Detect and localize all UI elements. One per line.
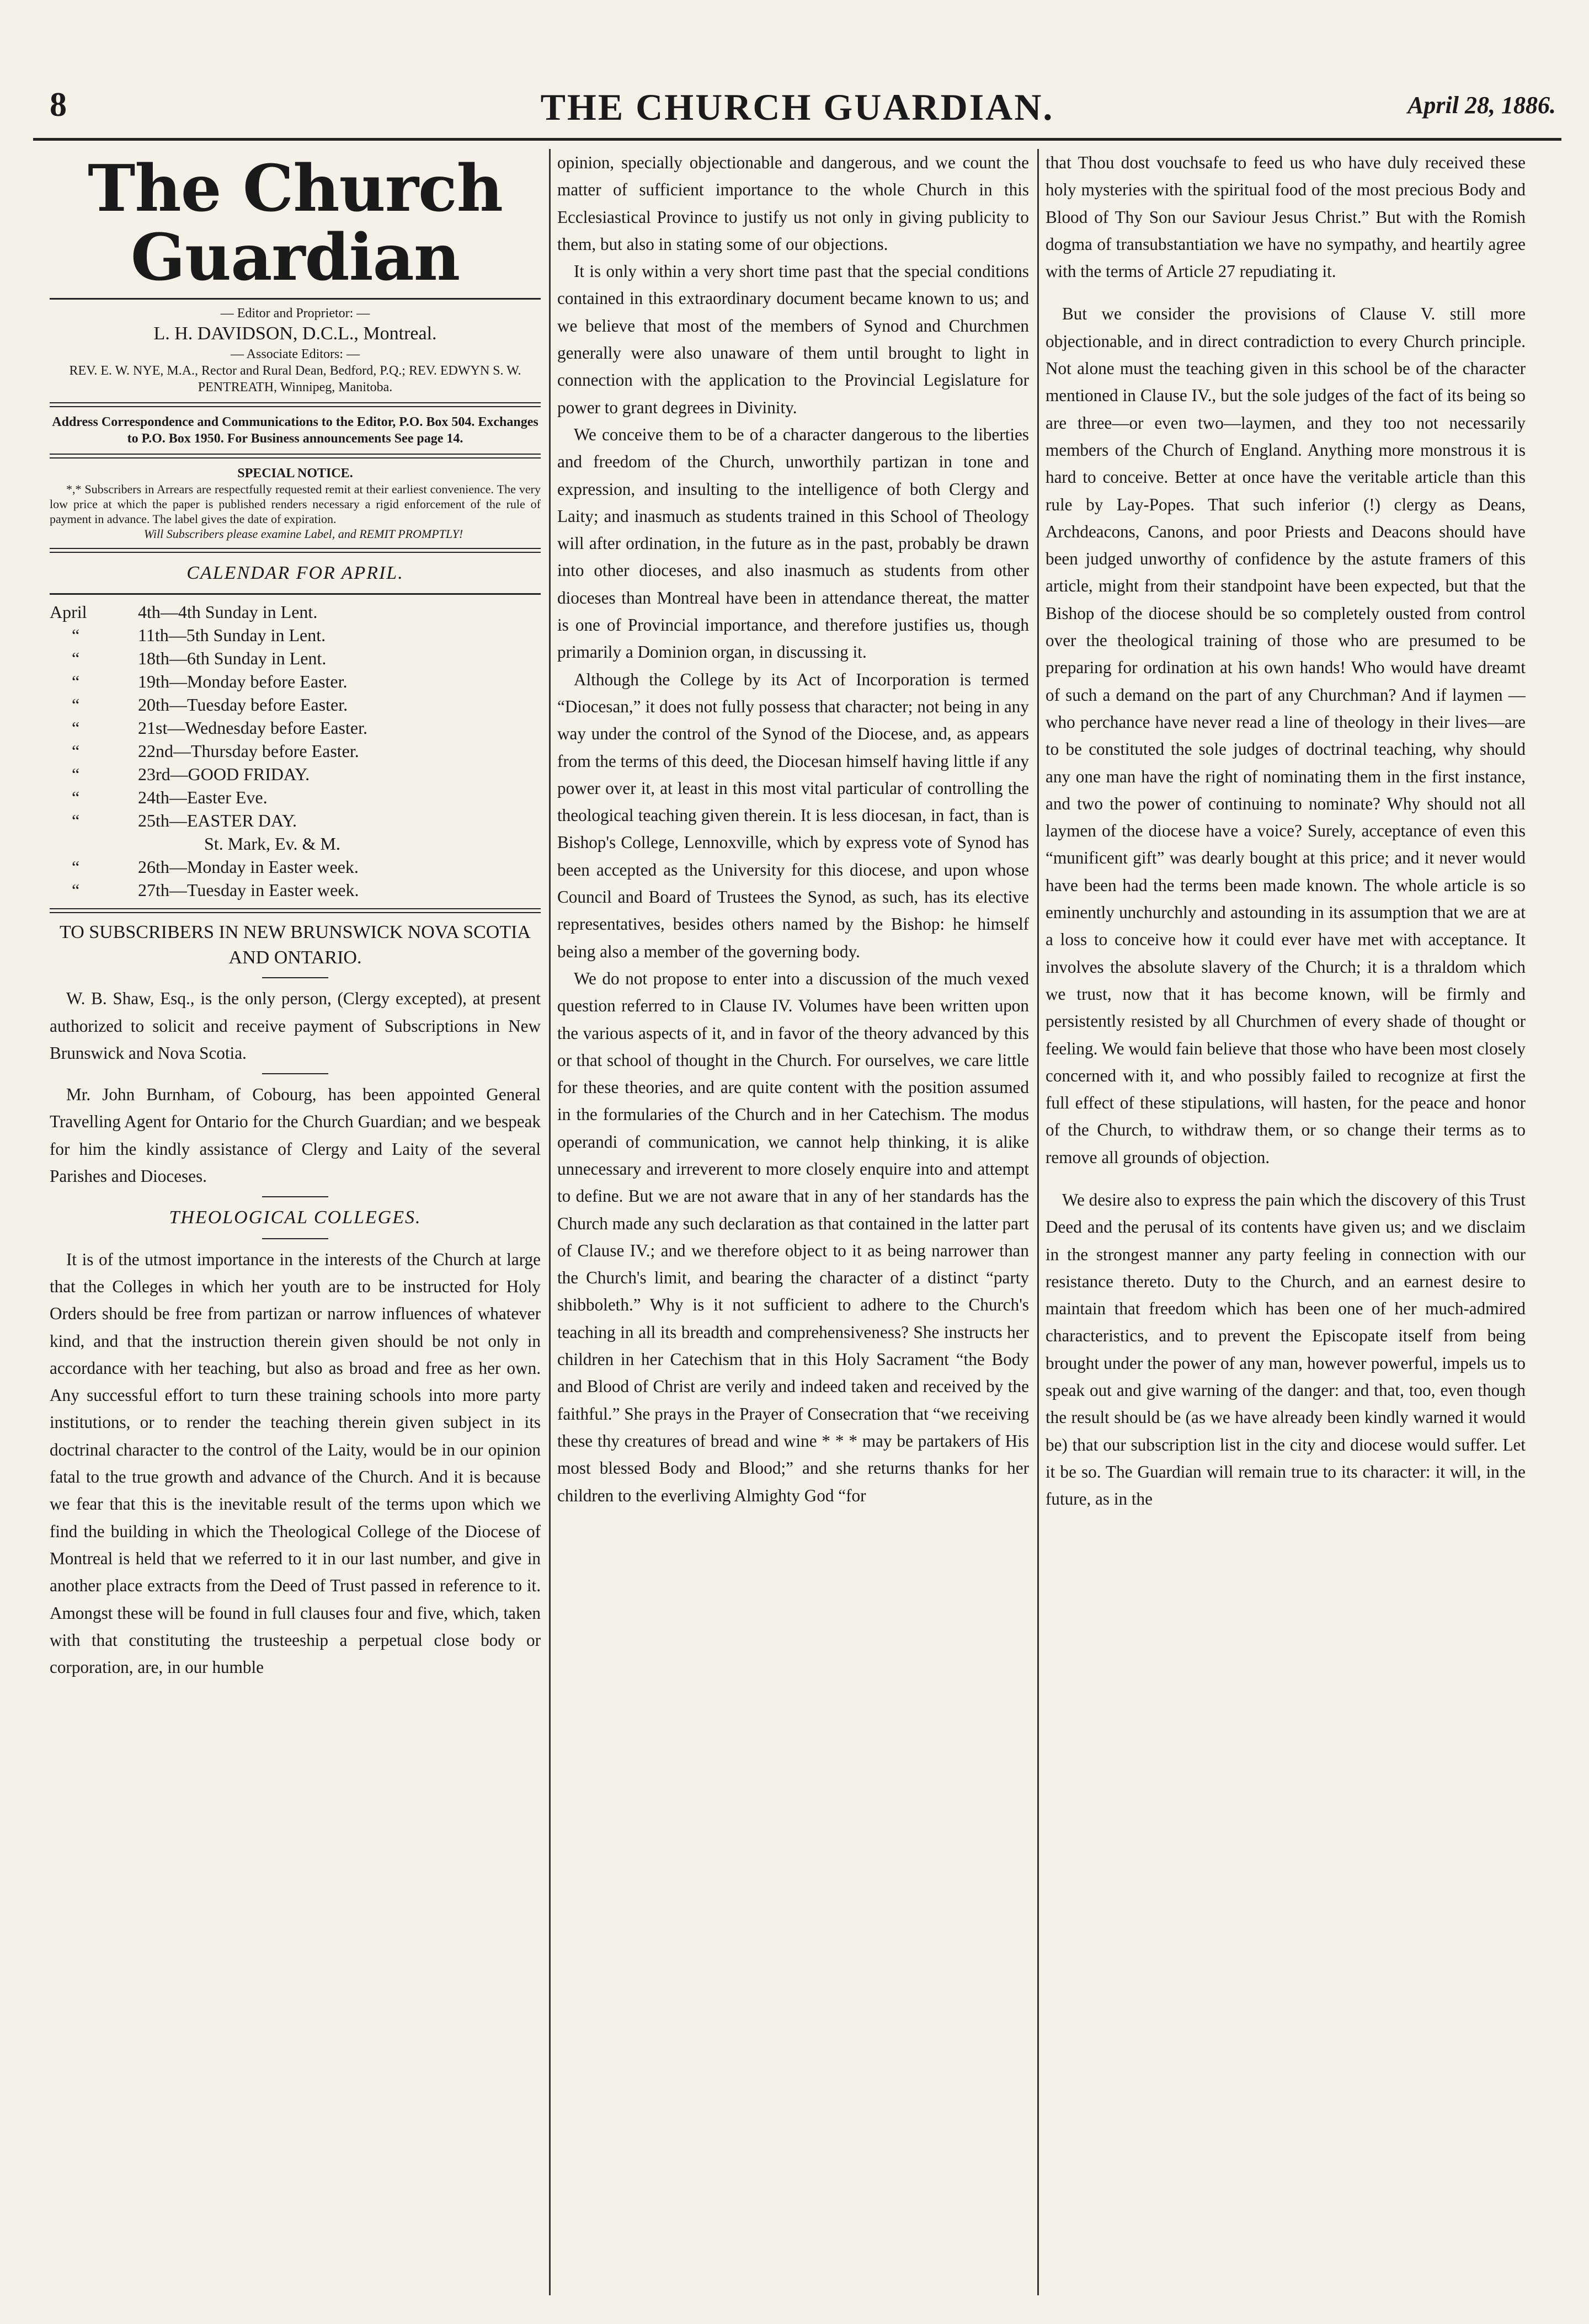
special-notice-note: Will Subscribers please examine Label, and REMIT PROMPTLY! [143, 527, 463, 541]
calendar-heading: CALENDAR FOR APRIL. [186, 563, 404, 583]
double-divider [50, 402, 541, 407]
subscribers-paragraph: Mr. John Burnham, of Cobourg, has been appointed General Travelling Agent for Ontario for the Church Guardian; and we bespeak for him the kindly assistance of Clergy and Laity of the several Parishes and Dioceses. [50, 1085, 541, 1186]
calendar-entry: “ 19th—Monday before Easter. [72, 671, 348, 692]
subscribers-heading: TO SUBSCRIBERS IN NEW BRUNSWICK NOVA SCOTIA AND ONTARIO. [60, 922, 531, 968]
short-rule [262, 1073, 328, 1074]
associate-label: — Associate Editors: — [231, 347, 360, 361]
double-divider [50, 454, 541, 459]
calendar-entry: “ 24th—Easter Eve. [72, 787, 268, 808]
article-paragraph: opinion, specially objectionable and dangerous, and we count the matter of sufficient importance to the whole Church in this Ecclesiastical Province to justify us not only in giving publicity to them, but also in stating some of our objections. [557, 153, 1029, 254]
article-heading: THEOLOGICAL COLLEGES. [169, 1207, 422, 1228]
calendar-entry: “ 21st—Wednesday before Easter. [72, 718, 367, 738]
newspaper-title: The Church Guardian [88, 151, 503, 295]
special-notice-body: *,* Subscribers in Arrears are respectfully requested remit at their earliest convenience. The very low price at which the paper is published renders necessary a rigid enforcement of the rule of payment in advance. The label gives the date of expiration. [50, 482, 541, 526]
article-paragraph: that Thou dost vouchsafe to feed us who have duly received these holy mysteries with the spiritual food of the most precious Body and Blood of Thy Son our Saviour Jesus Christ.” But with the Romish dogma of transubstantiation we have no sympathy, and heartily agree with the terms of Article 27 repudiating it. [1046, 153, 1526, 281]
article-paragraph: We desire also to express the pain which the discovery of this Trust Deed and the perusal of its contents have given us; and we disclaim in the strongest manner any party feeling in connection with our resistance thereto. Duty to the Church, and an earnest desire to maintain that freedom which has been one of her much-admired characteristics, and to prevent the Episcopate itself from being brought under the power of any man, however powerful, impels us to speak out and give warning of the danger: and that, too, even though the result should be (as we have already been kindly warned it would be) that our subscription list in the city and diocese would suffer. Let it be so. The Guardian will remain true to its character: it will, in the future, as in the [1046, 1190, 1526, 1509]
calendar-entry: “ 22nd—Thursday before Easter. [72, 741, 359, 761]
article-paragraph: We conceive them to be of a character dangerous to the liberties and freedom of the Church, unworthily partizan in tone and expression, and insulting to the intelligence of both Clergy and Laity; and inasmuch as students trained in this School of Theology will after ordination, in the future as in the past, probably be drawn into other dioceses, and also inasmuch as students from other dioceses than Montreal have been in attendance thereat, the matter is one of Provincial importance, and therefore justifies us, though primarily a Dominion organ, in discussing it. [557, 424, 1029, 662]
editor-label: — Editor and Proprietor: — [220, 306, 370, 321]
short-rule [262, 977, 328, 978]
subscribers-paragraph: W. B. Shaw, Esq., is the only person, (Clergy excepted), at present authorized to solicit and receive payment of Subscriptions in New Brunswick and Nova Scotia. [50, 989, 541, 1063]
calendar-entry: “ 25th—EASTER DAY. [72, 811, 297, 831]
article-paragraph: But we consider the provisions of Clause V. still more objectionable, and in direct contradiction to every Church principle. Not alone must the teaching given in this school be of the character mentioned in Clause IV., but the sole judges of the fact of its being so are three—or even two—laymen, and they too not necessarily members of the Church of England. Anything more monstrous it is hard to conceive. Better at once have the veritable article than this rule by Lay-Popes. That such inferior (!) clergy as Deans, Archdeacons, Canons, and poor Priests and Deacons should have been judged unworthy of confidence by the astute framers of this article, might from their standpoint have been expected, but that the Bishop of the diocese should be so completely ousted from control over the theological training of those who are presumed to be preparing for ordination at his own hands! Who would have dreamt of such a demand on the part of any Churchman? And if laymen —who perchance have never read a line of theology in their lives—are to be constituted the sole judges of doctrinal teaching, why should any one man have the right of nominating them in the first instance, and two the power of continuing to nominate? Why should not all laymen of the diocese have a voice? Surely, acceptance of even this “munificent gift” was dearly bought at this price; and it never would have been had the terms been made known. The whole article is so eminently unchurchly and astounding in its assumption that we are at a loss to conceive how it could ever have met with acceptance. It involves the absolute slavery of the Church; it is a thraldom which we trust, now that it has become known, will be firmly and persistently resisted by all Churchmen of every shade of thought or feeling. We would fain believe that those who have been most closely concerned with it, and who possibly failed to recognize at first the full effect of these stipulations, will hasten, for the peace and honor of the Church, to withdraw them, or so change their terms as to remove all grounds of objection. [1046, 304, 1526, 1167]
right-column [1046, 149, 1526, 2301]
page-header [33, 83, 1561, 141]
article-paragraph: We do not propose to enter into a discussion of the much vexed question referred to in Clause IV. Volumes have been written upon the various aspects of it, and in favor of the theory advanced by this or that school of thought in the Church. For ourselves, we care little for these theories, and are quite content with the position assumed in the formularies of the Church and in her Catechism. The modus operandi of communication, we cannot help thinking, it is alike unnecessary and irreverent to more closely enquire into and attempt to define. But we are not aware that in any of her standards has the Church made any such declaration as that contained in the latter part of Clause IV.; and we therefore object to it as being narrower than the Church's limit, and bearing the character of a distinct “party shibboleth.” Why is it not sufficient to adhere to the Church's teaching in all its breadth and comprehensiveness? She instructs her children in her Catechism that in this Holy Sacrament “the Body and Blood of Christ are verily and indeed taken and received by the faithful.” She prays in the Prayer of Consecration that “we receiving these thy creatures of bread and wine * * * may be partakers of His most blessed Body and Blood;” and she returns thanks for her children to the everliving Almighty God “for [557, 968, 1029, 1505]
column-rule [1037, 149, 1039, 2295]
short-rule [262, 1196, 328, 1197]
article-paragraph: Although the College by its Act of Incorporation is termed “Diocesan,” it does not fully possess that character; not being in any way under the control of the Synod of the Diocese, and, as appears from the terms of this deed, the Diocesan himself having little if any power over it, at least in this most vital particular of controlling the theological teaching given therein. It is less diocesan, in fact, than is Bishop's College, Lennoxville, which by express vote of Synod has been accepted as the University for this diocese, and upon whose Council and Board of Trustees the Synod, as such, has its elective representatives, besides others named by the Bishop: he himself being also a member of the governing body. [557, 669, 1029, 961]
calendar-entry: “ 27th—Tuesday in Easter week. [72, 880, 359, 900]
calendar-list [50, 600, 541, 902]
masthead: THE CHURCH GUARDIAN. [540, 86, 1054, 128]
short-rule [262, 1238, 328, 1239]
calendar-entry: “ 20th—Tuesday before Easter. [72, 695, 348, 715]
calendar-entry: “ 18th—6th Sunday in Lent. [72, 648, 327, 669]
middle-column [557, 149, 1029, 2301]
address-notice: Address Correspondence and Communications to the Editor, P.O. Box 504. Exchanges to P.O. Box 1950. For Business announcements See page 14. [52, 415, 538, 446]
double-divider [50, 908, 541, 913]
calendar-entry: St. Mark, Ev. & M. [204, 834, 340, 854]
calendar-entry: April 4th—4th Sunday in Lent. [50, 602, 318, 622]
divider [50, 593, 541, 595]
editor-name: L. H. DAVIDSON, D.C.L., Montreal. [153, 323, 437, 344]
calendar-entry: “ 23rd—GOOD FRIDAY. [72, 764, 310, 785]
calendar-entry: “ 11th—5th Sunday in Lent. [72, 625, 326, 646]
issue-date: April 28, 1886. [1407, 92, 1556, 119]
page-number: 8 [50, 86, 67, 124]
associate-editors: REV. E. W. NYE, M.A., Rector and Rural Dean, Bedford, P.Q.; REV. EDWYN S. W. PENTREATH, Winnipeg, Manitoba. [69, 364, 521, 395]
divider [50, 298, 541, 300]
article-paragraph: It is of the utmost importance in the interests of the Church at large that the Colleges in which her youth are to be instructed for Holy Orders should be free from partizan or narrow influences of whatever kind, and that the instruction therein given should be not only in accordance with her teaching, but also as broad and free as her own. Any successful effort to turn these training schools into more party institutions, or to render the teaching therein given subject in its doctrinal character to the control of the Laity, would be in our opinion fatal to the true growth and advance of the Church. And it is because we fear that this is the inevitable result of the terms upon which we find the building in which the Theological College of the Diocese of Montreal is held that we referred to it in our last number, and give in another place extracts from the Deed of Trust passed in reference to it. Amongst these will be found in full clauses four and five, which, taken with that constituting the trusteeship a perpetual close body or corporation, are, in our humble [50, 1249, 541, 1677]
article-paragraph: It is only within a very short time past that the special conditions contained in this extraordinary document became known to us; and we believe that most of the members of Synod and Churchmen generally were also unaware of them until brought to light in connection with the application to the Provincial Legislature for power to grant degrees in Divinity. [557, 262, 1029, 417]
calendar-entry: “ 26th—Monday in Easter week. [72, 857, 359, 877]
special-notice-heading: SPECIAL NOTICE. [237, 466, 353, 481]
left-column [50, 149, 541, 2301]
double-divider [50, 548, 541, 553]
column-rule [549, 149, 551, 2295]
